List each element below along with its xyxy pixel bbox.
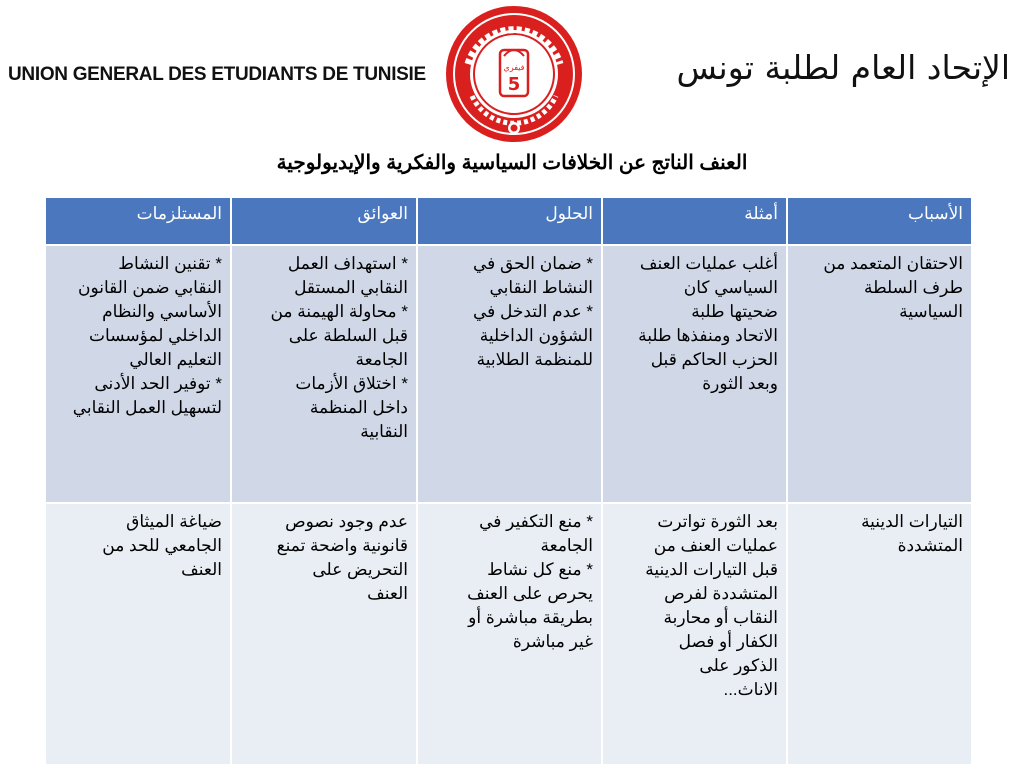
cell-line: عدم وجود نصوص (285, 512, 408, 531)
cell-line: * استهداف العمل (287, 254, 408, 273)
cell-line: النقابي المستقل (294, 278, 408, 297)
cell-line: الكفار أو فصل (678, 632, 778, 651)
union-logo-seal (444, 4, 584, 144)
org-name-arabic: الإتحاد العام لطلبة تونس (676, 48, 1010, 87)
cell-line: النشاط النقابي (489, 278, 593, 297)
cell-examples (602, 503, 787, 765)
cell-line: الشؤون الداخلية (479, 326, 593, 345)
cell-line: المتشددة (897, 536, 963, 555)
cell-line: الاحتقان المتعمد من (823, 254, 963, 273)
table-header-row (45, 197, 972, 245)
cell-line: لتسهيل العمل النقابي (72, 398, 222, 417)
cell-causes (787, 503, 972, 765)
cell-line: * منع كل نشاط (487, 560, 593, 579)
cell-line: التحريض على (312, 560, 408, 579)
cell-requirements (45, 503, 231, 765)
table-row (45, 503, 972, 765)
cell-line: العنف (367, 584, 408, 603)
cell-line: قبل السلطة على (288, 326, 408, 345)
cell-line: السياسي كان (683, 278, 778, 297)
cell-requirements (45, 245, 231, 503)
header-obstacles: العوائق (231, 197, 417, 245)
header-requirements: المستلزمات (45, 197, 231, 245)
cell-line: * محاولة الهيمنة من (270, 302, 408, 321)
cell-line: بعد الثورة تواترت (657, 512, 778, 531)
header-solutions: الحلول (417, 197, 602, 245)
cell-obstacles (231, 245, 417, 503)
cell-line: * اختلاق الأزمات (295, 374, 408, 393)
cell-line: يحرص على العنف (467, 584, 593, 603)
cell-line: الداخلي لمؤسسات (89, 326, 222, 345)
cell-line: التعليم العالي (129, 350, 222, 369)
cell-solutions (417, 245, 602, 503)
cell-line: الجامعي للحد من (102, 536, 222, 555)
cell-line: النقابي ضمن القانون (77, 278, 222, 297)
cell-line: الاناث... (723, 680, 778, 699)
page-title: العنف الناتج عن الخلافات السياسية والفكرية والإيديولوجية (276, 152, 748, 174)
cell-line: طرف السلطة (863, 278, 963, 297)
cell-solutions (417, 503, 602, 765)
org-name-french: UNION GENERAL DES ETUDIANTS DE TUNISIE (8, 64, 426, 85)
cell-line: السياسية (899, 302, 963, 321)
svg-text:فيفري: فيفري (503, 63, 525, 72)
cell-line: * ضمان الحق في (472, 254, 593, 273)
cell-line: الجامعة (540, 536, 593, 555)
cell-line: قانونية واضحة تمنع (276, 536, 408, 555)
cell-line: العنف (181, 560, 222, 579)
cell-line: * تقنين النشاط (118, 254, 222, 273)
cell-line: الأساسي والنظام (102, 302, 222, 321)
cell-line: * عدم التدخل في (472, 302, 593, 321)
slide-header (0, 0, 1024, 150)
cell-line: الاتحاد ومنفذها طلبة (638, 326, 778, 345)
cell-line: التيارات الدينية (861, 512, 963, 531)
cell-line: بطريقة مباشرة أو (468, 608, 593, 627)
cell-examples (602, 245, 787, 503)
cell-line: الجامعة (355, 350, 408, 369)
cell-line: * توفير الحد الأدنى (94, 374, 222, 393)
cell-obstacles (231, 503, 417, 765)
table-row (45, 245, 972, 503)
cell-line: للمنظمة الطلابية (476, 350, 593, 369)
cell-line: * منع التكفير في (479, 512, 593, 531)
cell-line: أغلب عمليات العنف (639, 254, 778, 273)
header-examples: أمثلة (602, 197, 787, 245)
cell-line: ضحيتها طلبة (691, 302, 778, 321)
violence-analysis-table (44, 196, 973, 766)
cell-line: المتشددة لفرص (664, 584, 778, 603)
cell-line: عمليات العنف من (653, 536, 778, 555)
cell-line: وبعد الثورة (702, 374, 778, 393)
cell-line: داخل المنظمة (309, 398, 408, 417)
cell-line: ضياغة الميثاق (126, 512, 222, 531)
cell-causes (787, 245, 972, 503)
cell-line: النقابية (360, 422, 408, 441)
header-causes: الأسباب (787, 197, 972, 245)
cell-line: الذكور على (699, 656, 778, 675)
cell-line: النقاب أو محاربة (663, 608, 778, 627)
cell-line: غير مباشرة (512, 632, 593, 651)
cell-line: الحزب الحاكم قبل (650, 350, 778, 369)
cell-line: قبل التيارات الدينية (645, 560, 778, 579)
svg-text:5: 5 (507, 74, 521, 95)
